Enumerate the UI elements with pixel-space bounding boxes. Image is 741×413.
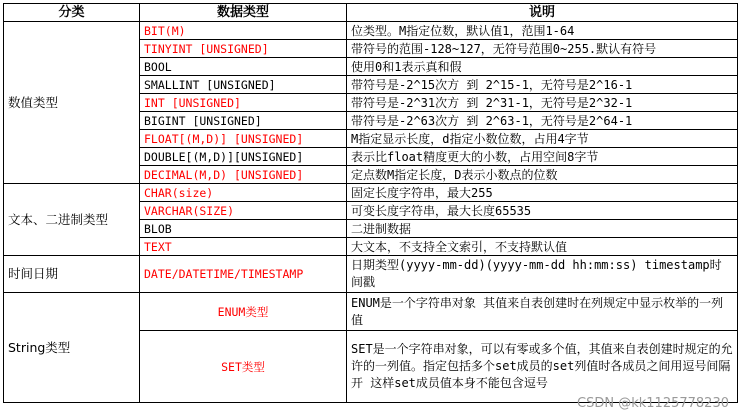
mysql-data-types-table <box>3 3 738 403</box>
type-cell: BLOB <box>140 220 347 238</box>
description-cell: 带符号是-2^15次方 到 2^15-1，无符号是2^16-1 <box>347 76 738 94</box>
description-cell: 带符号是-2^31次方 到 2^31-1，无符号是2^32-1 <box>347 94 738 112</box>
category-string: String类型 <box>4 293 140 403</box>
description-cell: 日期类型(yyyy-mm-dd)(yyyy-mm-dd hh:mm:ss) timestamp时间戳 <box>347 256 738 293</box>
type-cell: INT [UNSIGNED] <box>140 94 347 112</box>
type-cell: TEXT <box>140 238 347 256</box>
type-cell: SMALLINT [UNSIGNED] <box>140 76 347 94</box>
table-row <box>4 22 738 40</box>
category-numeric: 数值类型 <box>4 22 140 184</box>
description-cell: 带符号的范围-128~127，无符号范围0~255.默认有符号 <box>347 40 738 58</box>
type-cell: ENUM类型 <box>140 293 347 331</box>
description-cell: SET是一个字符串对象，可以有零或多个值，其值来自表创建时规定的允许的一列值。指定包括多个set成员的set列值时各成员之间用逗号间隔开 这样set成员值本身不能包含逗号 <box>347 331 738 403</box>
type-cell: TINYINT [UNSIGNED] <box>140 40 347 58</box>
description-cell: 位类型。M指定位数，默认值1，范围1-64 <box>347 22 738 40</box>
description-cell: M指定显示长度，d指定小数位数，占用4字节 <box>347 130 738 148</box>
header-category: 分类 <box>4 4 140 22</box>
type-cell: BIGINT [UNSIGNED] <box>140 112 347 130</box>
description-cell: 使用0和1表示真和假 <box>347 58 738 76</box>
type-cell: BIT(M) <box>140 22 347 40</box>
header-data-type: 数据类型 <box>140 4 347 22</box>
header-description: 说明 <box>347 4 738 22</box>
type-cell: SET类型 <box>140 331 347 403</box>
type-cell: CHAR(size) <box>140 184 347 202</box>
type-cell: FLOAT[(M,D)] [UNSIGNED] <box>140 130 347 148</box>
type-cell: DECIMAL(M,D) [UNSIGNED] <box>140 166 347 184</box>
category-datetime: 时间日期 <box>4 256 140 293</box>
table-row <box>4 184 738 202</box>
table-row <box>4 293 738 331</box>
type-cell: DOUBLE[(M,D)][UNSIGNED] <box>140 148 347 166</box>
description-cell: 可变长度字符串，最大长度65535 <box>347 202 738 220</box>
header-row <box>4 4 738 22</box>
table-row <box>4 256 738 293</box>
category-text-binary: 文本、二进制类型 <box>4 184 140 256</box>
description-cell: ENUM是一个字符串对象 其值来自表创建时在列规定中显示枚举的一列值 <box>347 293 738 331</box>
description-cell: 二进制数据 <box>347 220 738 238</box>
type-cell: BOOL <box>140 58 347 76</box>
watermark: CSDN @kk1125778230 <box>577 396 729 411</box>
type-cell: DATE/DATETIME/TIMESTAMP <box>140 256 347 293</box>
description-cell: 定点数M指定长度，D表示小数点的位数 <box>347 166 738 184</box>
description-cell: 表示比float精度更大的小数，占用空间8字节 <box>347 148 738 166</box>
description-cell: 固定长度字符串，最大255 <box>347 184 738 202</box>
description-cell: 带符号是-2^63次方 到 2^63-1，无符号是2^64-1 <box>347 112 738 130</box>
description-cell: 大文本，不支持全文索引，不支持默认值 <box>347 238 738 256</box>
type-cell: VARCHAR(SIZE) <box>140 202 347 220</box>
